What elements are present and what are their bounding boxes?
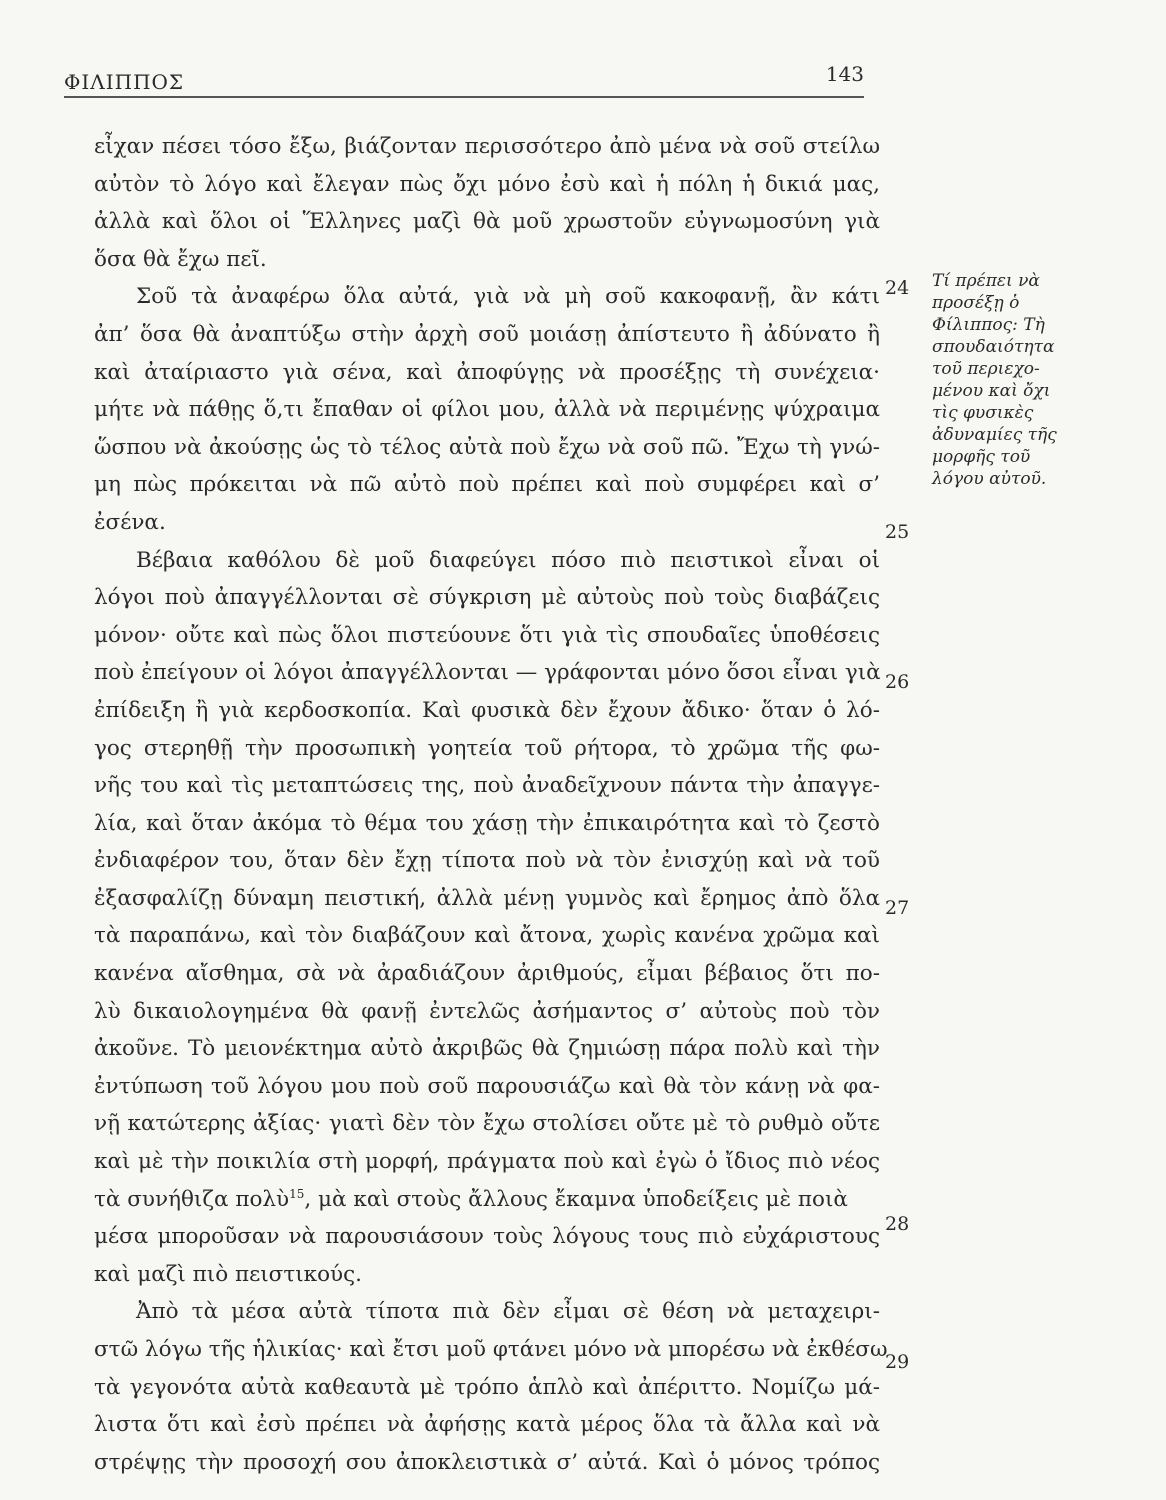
text-line: μέσα μποροῦσαν νὰ παρουσιάσουν τοὺς λόγους τους πιὸ εὐχάριστους: [94, 1224, 880, 1250]
text-line: ἐσένα.: [94, 509, 166, 535]
text-line: γος στερηθῇ τὴν προσωπικὴ γοητεία τοῦ ρήτορα, τὸ χρῶμα τῆς φω-: [94, 735, 880, 761]
margin-note-line: τοῦ περιεχο-: [932, 359, 1040, 379]
text-line: τὰ παραπάνω, καὶ τὸν διαβάζουν καὶ ἄτονα, χωρὶς κανένα χρῶμα καὶ: [94, 923, 880, 949]
text-line: τὰ γεγονότα αὐτὰ καθεαυτὰ μὲ τρόπο ἁπλὸ καὶ ἀπέριττο. Νομίζω μά-: [94, 1374, 880, 1400]
text-line: Σοῦ τὰ ἀναφέρω ὅλα αὐτά, γιὰ νὰ μὴ σοῦ κακοφανῇ, ἂν κάτι: [136, 284, 880, 310]
text-line: καὶ ἀταίριαστο γιὰ σένα, καὶ ἀποφύγῃς νὰ προσέξῃς τὴ συνέχεια·: [94, 359, 880, 385]
running-title: ΦΙΛΙΠΠΟΣ: [64, 70, 185, 94]
text-line: καὶ μαζὶ πιὸ πειστικούς.: [94, 1261, 362, 1287]
text-line: λὺ δικαιολογημένα θὰ φανῇ ἐντελῶς ἀσήμαντος σ’ αὐτοὺς ποὺ τὸν: [94, 998, 880, 1024]
margin-note-line: Τί πρέπει νὰ: [932, 271, 1040, 291]
text-line: ἀπ’ ὅσα θὰ ἀναπτύξω στὴν ἀρχὴ σοῦ μοιάσῃ ἀπίστευτο ἢ ἀδύνατο ἢ: [94, 321, 880, 347]
text-line: ὅσα θὰ ἔχω πεῖ.: [94, 246, 267, 272]
margin-note-line: προσέξῃ ὁ: [932, 293, 1020, 313]
text-line: ἐντύπωση τοῦ λόγου μου ποὺ σοῦ παρουσιάζω καὶ θὰ τὸν κάνῃ νὰ φα-: [94, 1073, 880, 1099]
margin-note-line: μένου καὶ ὄχι: [932, 381, 1051, 401]
text-line: ποὺ ἐπείγουν οἱ λόγοι ἀπαγγέλλονται — γράφονται μόνο ὅσοι εἶναι γιὰ: [94, 660, 881, 686]
text-line: λιστα ὅτι καὶ ἐσὺ πρέπει νὰ ἀφήσῃς κατὰ μέρος ὅλα τὰ ἄλλα καὶ νὰ: [94, 1412, 880, 1438]
text-line: ὥσπου νὰ ἀκούσῃς ὡς τὸ τέλος αὐτὰ ποὺ ἔχω νὰ σοῦ πῶ. Ἔχω τὴ γνώ-: [94, 434, 880, 460]
text-line: κανένα αἴσθημα, σὰ νὰ ἀραδιάζουν ἀριθμούς, εἶμαι βέβαιος ὅτι πο-: [94, 961, 880, 987]
text-line: καὶ μὲ τὴν ποικιλία στὴ μορφή, πράγματα ποὺ καὶ ἐγὼ ὁ ἴδιος πιὸ νέος: [94, 1149, 880, 1175]
text-line: νῇ κατώτερης ἀξίας· γιατὶ δὲν τὸν ἔχω στολίσει οὔτε μὲ τὸ ρυθμὸ οὔτε: [94, 1111, 880, 1137]
footnote-ref: 15: [289, 1186, 305, 1201]
text-line: εἶχαν πέσει τόσο ἔξω, βιάζονταν περισσότερο ἀπὸ μένα νὰ σοῦ στείλω: [94, 134, 880, 159]
section-number: 24: [885, 277, 910, 299]
margin-note-line: σπουδαιότητα: [932, 337, 1055, 357]
margin-note: [932, 270, 1092, 490]
text-line: λόγοι ποὺ ἀπαγγέλλονται σὲ σύγκριση μὲ αὐτοὺς ποὺ τοὺς διαβάζεις: [94, 585, 880, 611]
header-rule: [64, 96, 864, 98]
text-line: στρέψῃς τὴν προσοχή σου ἀποκλειστικὰ σ’ αὐτά. Καὶ ὁ μόνος τρόπος: [94, 1449, 880, 1475]
margin-note-line: λόγου αὐτοῦ.: [932, 469, 1047, 489]
text-line-with-footnote: [94, 1181, 880, 1219]
section-number: 27: [885, 897, 910, 919]
text-line: ἐπίδειξη ἢ γιὰ κερδοσκοπία. Καὶ φυσικὰ δὲν ἔχουν ἄδικο· ὅταν ὁ λό-: [94, 697, 880, 723]
section-number: 28: [885, 1213, 910, 1235]
text-line: ἐξασφαλίζῃ δύναμη πειστική, ἀλλὰ μένῃ γυμνὸς καὶ ἔρημος ἀπὸ ὅλα: [94, 885, 880, 911]
text-line: ἀκοῦνε. Τὸ μειονέκτημα αὐτὸ ἀκριβῶς θὰ ζημιώσῃ πάρα πολὺ καὶ τὴν: [94, 1036, 880, 1062]
text-line: Ἀπὸ τὰ μέσα αὐτὰ τίποτα πιὰ δὲν εἶμαι σὲ θέση νὰ μεταχειρι-: [136, 1299, 880, 1325]
text-line: ἐνδιαφέρον του, ὅταν δὲν ἔχῃ τίποτα ποὺ νὰ τὸν ἐνισχύῃ καὶ νὰ τοῦ: [94, 848, 880, 874]
text-line: ἀλλὰ καὶ ὅλοι οἱ Ἕλληνες μαζὶ θὰ μοῦ χρωστοῦν εὐγνωμοσύνη γιὰ: [94, 209, 880, 235]
text-line: νῆς του καὶ τὶς μεταπτώσεις της, ποὺ ἀναδεῖχνουν πάντα τὴν ἀπαγγε-: [94, 773, 880, 799]
text-line: μη πὼς πρόκειται νὰ πῶ αὐτὸ ποὺ πρέπει καὶ ποὺ συμφέρει καὶ σ’: [94, 472, 880, 498]
text-fragment: τὰ συνήθιζα πολὺ: [94, 1186, 290, 1212]
text-line: αὐτὸν τὸ λόγο καὶ ἔλεγαν πὼς ὄχι μόνο ἐσὺ καὶ ἡ πόλη ἡ δικιά μας,: [94, 171, 880, 197]
text-line: μήτε νὰ πάθῃς ὅ,τι ἔπαθαν οἱ φίλοι μου, ἀλλὰ νὰ περιμένῃς ψύχραιμα: [94, 397, 880, 423]
text-fragment: , μὰ καὶ στοὺς ἄλλους ἔκαμνα ὑποδείξεις μὲ ποιὰ: [304, 1186, 848, 1212]
text-line: λία, καὶ ὅταν ἀκόμα τὸ θέμα του χάσῃ τὴν ἐπικαιρότητα καὶ τὸ ζεστὸ: [94, 810, 880, 836]
section-number: 29: [885, 1351, 910, 1373]
text-line: Βέβαια καθόλου δὲ μοῦ διαφεύγει πόσο πιὸ πειστικοὶ εἶναι οἱ: [136, 547, 880, 573]
section-number: 25: [885, 521, 910, 543]
margin-note-line: Φίλιππος: Τὴ: [932, 315, 1045, 335]
margin-note-line: μορφῆς τοῦ: [932, 447, 1031, 467]
text-line: στῶ λόγω τῆς ἡλικίας· καὶ ἔτσι μοῦ φτάνει μόνο νὰ μπορέσω νὰ ἐκθέσω: [94, 1337, 888, 1362]
section-number: 26: [885, 671, 910, 693]
margin-note-line: ἀδυναμίες τῆς: [932, 425, 1057, 445]
margin-note-line: τὶς φυσικὲς: [932, 403, 1034, 423]
page-number: 143: [825, 62, 864, 86]
body-text: [94, 128, 888, 1481]
text-line: μόνον· οὔτε καὶ πὼς ὅλοι πιστεύουνε ὅτι γιὰ τὶς σπουδαῖες ὑποθέσεις: [94, 622, 880, 648]
